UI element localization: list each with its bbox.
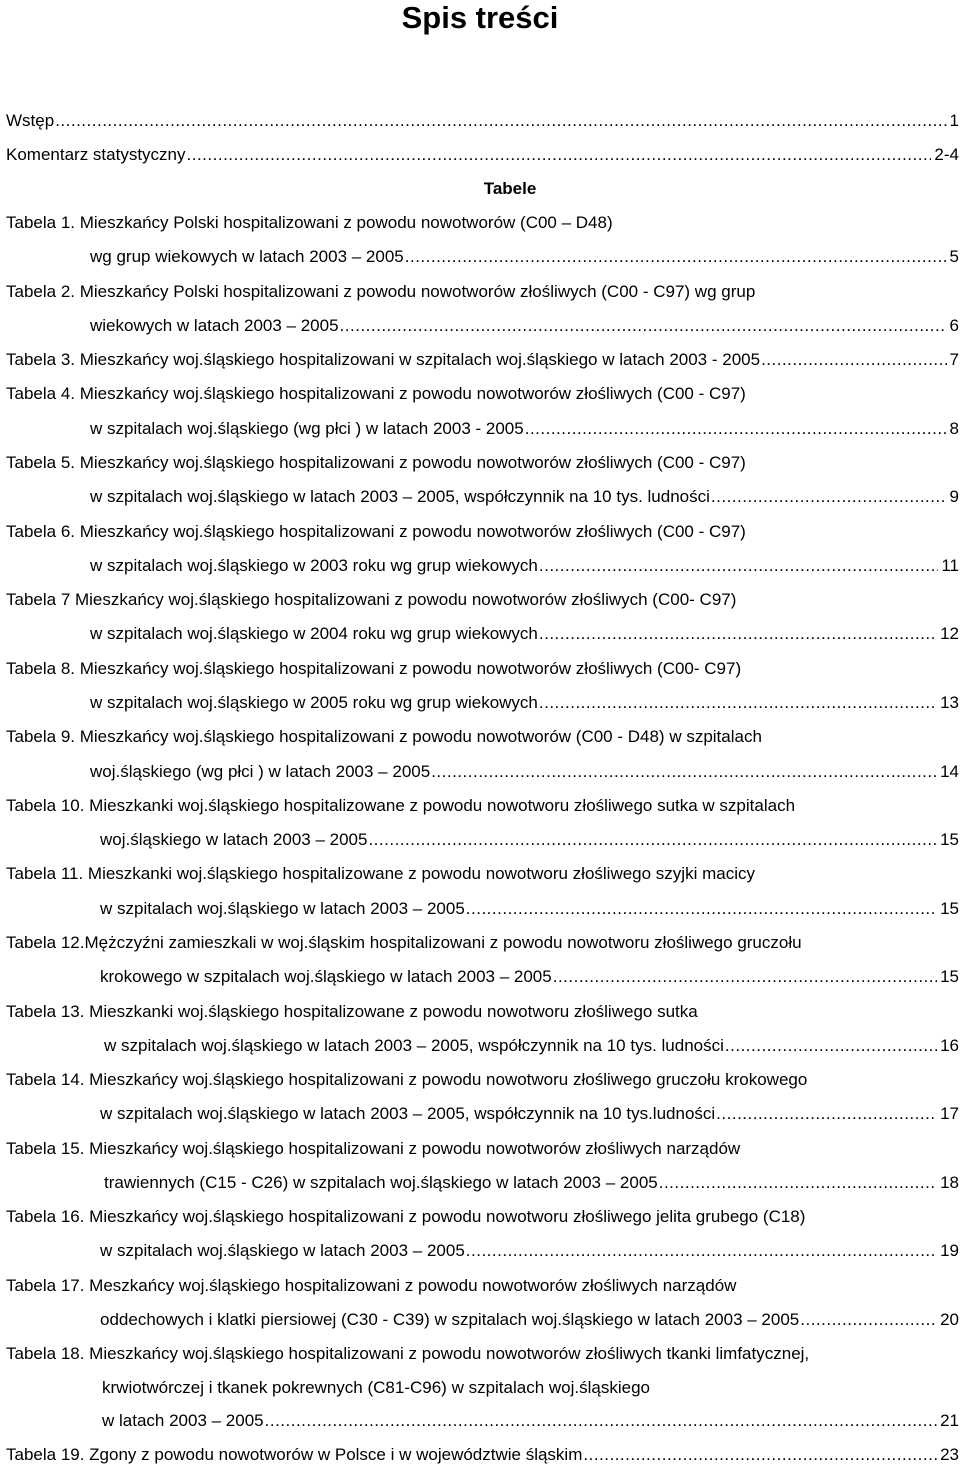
dot-leader: [466, 898, 937, 920]
toc-entry-tabela-8[interactable]: [90, 692, 959, 714]
toc-page-number: 21: [940, 1411, 959, 1430]
toc-entry-tabela-17[interactable]: [100, 1309, 959, 1331]
toc-page-number: 20: [940, 1310, 959, 1329]
dot-leader: [265, 1410, 937, 1432]
toc-entry-text: Tabela 19. Zgony z powodu nowotworów w Polsce i w województwie śląskim: [6, 1445, 583, 1464]
toc-entry-text: krokowego w szpitalach woj.śląskiego w latach 2003 – 2005: [100, 967, 552, 986]
toc-page-number: 1: [949, 111, 959, 130]
toc-entry-text: Komentarz statystyczny: [6, 145, 186, 164]
toc-entry-text: w szpitalach woj.śląskiego w latach 2003 – 2005, współczynnik na 10 tys. ludności: [90, 487, 710, 506]
toc-entry-tabela-16[interactable]: [100, 1240, 959, 1262]
toc-page-number: 15: [940, 967, 959, 986]
toc-page-number: 12: [940, 624, 959, 643]
dot-leader: [711, 486, 947, 508]
dot-leader: [761, 349, 946, 371]
toc-page-number: 13: [940, 693, 959, 712]
toc-entry-tabela-6[interactable]: [90, 555, 959, 577]
toc-page-number: 23: [940, 1445, 959, 1464]
toc-page-number: 15: [940, 830, 959, 849]
toc-entry-tabela-15[interactable]: [104, 1172, 959, 1194]
toc-page-number: 8: [949, 419, 959, 438]
toc-entry-text: w szpitalach woj.śląskiego w latach 2003 – 2005, współczynnik na 10 tys. ludności: [104, 1036, 724, 1055]
dot-leader: [340, 315, 947, 337]
toc-entry-text: Tabela 3. Mieszkańcy woj.śląskiego hospitalizowani w szpitalach woj.śląskiego w latach 2003 - 2005: [6, 350, 761, 369]
toc-entry-wstep[interactable]: [6, 110, 959, 132]
toc-entry-tabela-7-line1[interactable]: Tabela 7 Mieszkańcy woj.śląskiego hospitalizowani z powodu nowotworów złośliwych (C00- C97): [6, 590, 737, 609]
toc-entry-tabela-10[interactable]: [100, 829, 959, 851]
dot-leader: [466, 1240, 937, 1262]
dot-leader: [368, 829, 937, 851]
toc-entry-text: w szpitalach woj.śląskiego w latach 2003 – 2005: [100, 899, 465, 918]
toc-page-number: 2-4: [934, 145, 959, 164]
toc-page-number: 18: [940, 1173, 959, 1192]
toc-entry-tabela-12-line1[interactable]: Tabela 12.Mężczyźni zamieszkali w woj.śląskim hospitalizowani z powodu nowotworu złośliwego gruczołu: [6, 933, 802, 952]
toc-entry-tabela-4-line1[interactable]: Tabela 4. Mieszkańcy woj.śląskiego hospitalizowani z powodu nowotworów złośliwych (C00 - C97): [6, 384, 746, 403]
toc-page-number: 14: [940, 762, 959, 781]
toc-entry-tabela-13-line1[interactable]: Tabela 13. Mieszkanki woj.śląskiego hospitalizowane z powodu nowotworu złośliwego sutka: [6, 1002, 698, 1021]
toc-entry-tabela-16-line1[interactable]: Tabela 16. Mieszkańcy woj.śląskiego hospitalizowani z powodu nowotworu złośliwego jelita grubego (C18): [6, 1207, 806, 1226]
dot-leader: [539, 623, 937, 645]
toc-page-number: 6: [949, 316, 959, 335]
toc-entry-tabela-9[interactable]: [90, 761, 959, 783]
toc-entry-text: Wstęp: [6, 111, 55, 130]
toc-entry-tabela-10-line1[interactable]: Tabela 10. Mieszkanki woj.śląskiego hospitalizowane z powodu nowotworu złośliwego sutka w szpitalach: [6, 796, 796, 815]
toc-page-number: 7: [949, 350, 959, 369]
toc-entry-tabela-3[interactable]: [6, 349, 959, 371]
toc-entry-tabela-12[interactable]: [100, 966, 959, 988]
dot-leader: [405, 246, 947, 268]
toc-page-number: 9: [949, 487, 959, 506]
toc-entry-text: w latach 2003 – 2005: [102, 1411, 264, 1430]
dot-leader: [525, 418, 947, 440]
toc-entry-tabela-8-line1[interactable]: Tabela 8. Mieszkańcy woj.śląskiego hospitalizowani z powodu nowotworów złośliwych (C00- C97): [6, 659, 742, 678]
toc-entry-text: w szpitalach woj.śląskiego (wg płci ) w latach 2003 - 2005: [90, 419, 524, 438]
toc-entry-tabela-18-line1[interactable]: Tabela 18. Mieszkańcy woj.śląskiego hospitalizowani z powodu nowotworów złośliwych tkanki limfatycznej,: [6, 1344, 810, 1363]
toc-entry-komentarz[interactable]: [6, 144, 959, 166]
toc-page-number: 15: [940, 899, 959, 918]
toc-entry-tabela-2[interactable]: [90, 315, 959, 337]
toc-entry-tabela-7[interactable]: [90, 623, 959, 645]
toc-page-number: 17: [940, 1104, 959, 1123]
dot-leader: [187, 144, 932, 166]
toc-entry-text: w szpitalach woj.śląskiego w latach 2003 – 2005: [100, 1241, 465, 1260]
toc-entry-tabela-1[interactable]: [90, 246, 959, 268]
toc-entry-tabela-11[interactable]: [100, 898, 959, 920]
toc-entry-text: woj.śląskiego w latach 2003 – 2005: [100, 830, 368, 849]
toc-entry-tabela-1-line1[interactable]: Tabela 1. Mieszkańcy Polski hospitalizowani z powodu nowotworów (C00 – D48): [6, 213, 613, 232]
toc-entry-tabela-17-line1[interactable]: Tabela 17. Meszkańcy woj.śląskiego hospitalizowani z powodu nowotworów złośliwych narządów: [6, 1276, 737, 1295]
toc-entry-text: w szpitalach woj.śląskiego w latach 2003 – 2005, współczynnik na 10 tys.ludności: [100, 1104, 716, 1123]
toc-entry-tabela-14[interactable]: [100, 1103, 959, 1125]
page-title: Spis treści: [401, 0, 559, 35]
dot-leader: [716, 1103, 937, 1125]
dot-leader: [583, 1444, 937, 1466]
toc-entry-tabela-18[interactable]: [102, 1410, 959, 1432]
toc-page-number: 5: [949, 247, 959, 266]
toc-page-number: 16: [940, 1036, 959, 1055]
toc-entry-tabela-18-line2[interactable]: krwiotwórczej i tkanek pokrewnych (C81-C96) w szpitalach woj.śląskiego: [102, 1378, 650, 1397]
toc-entry-tabela-5[interactable]: [90, 486, 959, 508]
toc-page-number: 19: [940, 1241, 959, 1260]
toc-entry-tabela-4[interactable]: [90, 418, 959, 440]
toc-entry-tabela-9-line1[interactable]: Tabela 9. Mieszkańcy woj.śląskiego hospitalizowani z powodu nowotworów (C00 - D48) w szpitalach: [6, 727, 762, 746]
dot-leader: [539, 555, 938, 577]
toc-entry-text: wg grup wiekowych w latach 2003 – 2005: [90, 247, 404, 266]
toc-entry-tabela-5-line1[interactable]: Tabela 5. Mieszkańcy woj.śląskiego hospitalizowani z powodu nowotworów złośliwych (C00 - C97): [6, 453, 746, 472]
toc-entry-text: w szpitalach woj.śląskiego w 2004 roku wg grup wiekowych: [90, 624, 538, 643]
toc-entry-tabela-19[interactable]: [6, 1444, 959, 1466]
toc-page-number: 11: [941, 556, 959, 575]
toc-entry-tabela-13[interactable]: [104, 1035, 959, 1057]
section-heading-tables: Tabele: [483, 179, 537, 198]
dot-leader: [55, 110, 946, 132]
toc-entry-text: w szpitalach woj.śląskiego w 2003 roku wg grup wiekowych: [90, 556, 538, 575]
toc-entry-text: trawiennych (C15 - C26) w szpitalach woj.śląskiego w latach 2003 – 2005: [104, 1173, 658, 1192]
toc-entry-text: woj.śląskiego (wg płci ) w latach 2003 – 2005: [90, 762, 431, 781]
dot-leader: [553, 966, 937, 988]
toc-entry-tabela-2-line1[interactable]: Tabela 2. Mieszkańcy Polski hospitalizowani z powodu nowotworów złośliwych (C00 - C97) wg grup: [6, 282, 756, 301]
toc-entry-text: w szpitalach woj.śląskiego w 2005 roku wg grup wiekowych: [90, 693, 538, 712]
dot-leader: [800, 1309, 937, 1331]
toc-entry-text: wiekowych w latach 2003 – 2005: [90, 316, 339, 335]
toc-entry-text: oddechowych i klatki piersiowej (C30 - C39) w szpitalach woj.śląskiego w latach 2003 – 2005: [100, 1310, 800, 1329]
dot-leader: [539, 692, 937, 714]
dot-leader: [431, 761, 937, 783]
toc-entry-tabela-14-line1[interactable]: Tabela 14. Mieszkańcy woj.śląskiego hospitalizowani z powodu nowotworu złośliwego gruczołu krokowego: [6, 1070, 808, 1089]
dot-leader: [659, 1172, 937, 1194]
toc-entry-tabela-11-line1[interactable]: Tabela 11. Mieszkanki woj.śląskiego hospitalizowane z powodu nowotworu złośliwego szyjki macicy: [6, 864, 755, 883]
toc-entry-tabela-6-line1[interactable]: Tabela 6. Mieszkańcy woj.śląskiego hospitalizowani z powodu nowotworów złośliwych (C00 - C97): [6, 522, 746, 541]
dot-leader: [725, 1035, 937, 1057]
toc-entry-tabela-15-line1[interactable]: Tabela 15. Mieszkańcy woj.śląskiego hospitalizowani z powodu nowotworów złośliwych narządów: [6, 1139, 741, 1158]
